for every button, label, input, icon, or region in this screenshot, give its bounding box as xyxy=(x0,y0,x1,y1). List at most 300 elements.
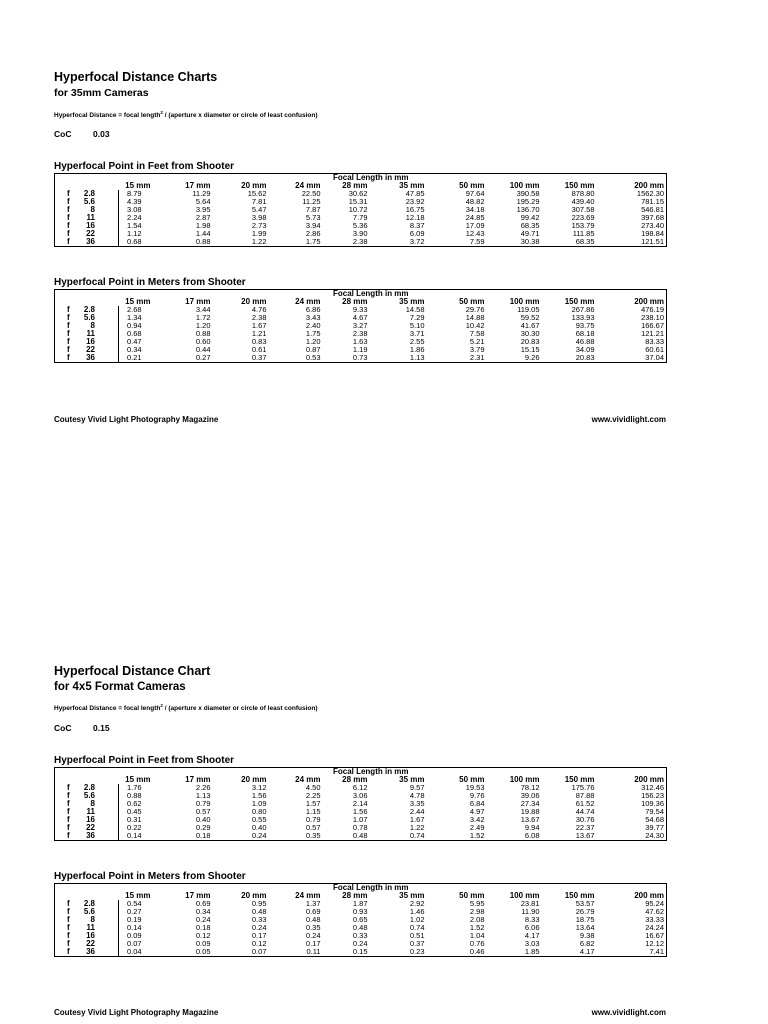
column-header: 100 mm xyxy=(509,892,540,900)
column-header: 28 mm xyxy=(342,776,368,784)
caption-filler xyxy=(427,768,667,777)
distance-cell: 5.64 xyxy=(195,198,211,206)
distance-cell: 5.21 xyxy=(469,338,485,346)
distance-cell: 878.80 xyxy=(571,190,595,198)
distance-cell: 11.90 xyxy=(521,908,540,916)
aperture-value: 11 xyxy=(86,214,95,222)
coc-line xyxy=(54,129,110,140)
distance-cell: 0.24 xyxy=(251,924,267,932)
distance-cell: 2.73 xyxy=(251,222,267,230)
distance-cell: 439.40 xyxy=(571,198,595,206)
distance-cell: 0.79 xyxy=(195,800,211,808)
table-row xyxy=(55,214,667,222)
distance-cell: 1.56 xyxy=(352,808,368,816)
aperture-cell xyxy=(55,940,119,948)
footer-website: www.vividlight.com xyxy=(591,415,666,424)
distance-cell: 3.27 xyxy=(352,322,368,330)
aperture-value: 2.8 xyxy=(83,784,95,792)
distance-cell: 4.67 xyxy=(352,314,368,322)
distance-cell: 13.67 xyxy=(520,816,540,824)
distance-cell: 8.79 xyxy=(127,190,142,198)
column-header: 15 mm xyxy=(125,182,151,190)
distance-cell: 7.81 xyxy=(251,198,267,206)
formula-part-b: / (aperture x diameter or circle of least confusion) xyxy=(162,112,318,119)
aperture-value: 16 xyxy=(86,222,95,230)
distance-cell: 3.94 xyxy=(305,222,321,230)
distance-cell: 0.15 xyxy=(352,948,368,956)
distance-cell: 7.41 xyxy=(649,948,665,956)
column-header: 150 mm xyxy=(564,776,595,784)
formula-text xyxy=(54,111,318,120)
distance-cell: 44.74 xyxy=(575,808,595,816)
aperture-value: 2.8 xyxy=(83,190,95,198)
distance-cell: 0.35 xyxy=(305,832,321,840)
distance-cell: 0.17 xyxy=(305,940,321,948)
column-header: 35 mm xyxy=(399,892,425,900)
distance-cell: 0.48 xyxy=(305,916,321,924)
distance-cell: 48.82 xyxy=(465,198,485,206)
distance-cell: 223.69 xyxy=(571,214,595,222)
aperture-cell xyxy=(55,198,119,206)
distance-cell: 19.88 xyxy=(520,808,540,816)
corner-cell xyxy=(55,884,323,893)
f-stop-prefix: f xyxy=(67,346,70,354)
distance-cell: 14.58 xyxy=(405,306,425,314)
aperture-value: 36 xyxy=(86,238,95,246)
distance-cell: 6.84 xyxy=(469,800,485,808)
distance-cell: 39.06 xyxy=(520,792,540,800)
aperture-value: 8 xyxy=(90,206,95,214)
f-stop-prefix: f xyxy=(67,198,70,206)
distance-cell: 0.24 xyxy=(195,916,211,924)
aperture-cell xyxy=(55,808,119,816)
column-header: 24 mm xyxy=(295,892,321,900)
distance-cell: 0.74 xyxy=(409,832,425,840)
distance-cell: 397.68 xyxy=(641,214,665,222)
table-row xyxy=(55,238,667,247)
aperture-cell xyxy=(55,792,119,800)
focal-length-caption-row xyxy=(55,768,667,777)
distance-cell: 33.33 xyxy=(645,916,665,924)
distance-cell: 166.67 xyxy=(641,322,665,330)
distance-cell: 68.35 xyxy=(520,222,540,230)
distance-cell: 0.79 xyxy=(305,816,321,824)
distance-cell: 3.79 xyxy=(469,346,485,354)
distance-cell: 13.67 xyxy=(575,832,595,840)
corner-cell xyxy=(55,290,323,299)
distance-cell: 238.10 xyxy=(641,314,665,322)
distance-cell: 3.12 xyxy=(251,784,267,792)
distance-cell: 0.35 xyxy=(305,924,321,932)
aperture-cell xyxy=(55,206,119,214)
distance-cell: 23.92 xyxy=(405,198,425,206)
column-header: 28 mm xyxy=(342,298,368,306)
distance-cell: 0.29 xyxy=(195,824,211,832)
distance-cell: 7.87 xyxy=(305,206,321,214)
f-stop-prefix: f xyxy=(67,900,70,908)
distance-cell: 2.38 xyxy=(352,238,368,246)
distance-cell: 4.17 xyxy=(524,932,540,940)
caption-filler xyxy=(427,290,667,299)
distance-cell: 99.42 xyxy=(520,214,540,222)
distance-cell: 1.04 xyxy=(469,932,485,940)
distance-cell: 0.95 xyxy=(251,900,267,908)
column-header: 28 mm xyxy=(342,182,368,190)
column-header: 200 mm xyxy=(634,776,665,784)
distance-cell: 0.65 xyxy=(352,916,368,924)
aperture-cell xyxy=(55,816,119,824)
distance-cell: 1562.30 xyxy=(636,190,665,198)
feet-table xyxy=(54,173,667,247)
column-header: 17 mm xyxy=(185,182,211,190)
distance-cell: 83.33 xyxy=(645,338,665,346)
distance-cell: 23.81 xyxy=(520,900,540,908)
distance-cell: 0.57 xyxy=(195,808,211,816)
distance-cell: 0.40 xyxy=(251,824,267,832)
column-header-row xyxy=(55,776,667,784)
distance-cell: 2.26 xyxy=(195,784,211,792)
distance-cell: 41.67 xyxy=(520,322,540,330)
aperture-value: 5.6 xyxy=(83,908,95,916)
distance-cell: 13.64 xyxy=(575,924,595,932)
aperture-cell xyxy=(55,832,119,841)
aperture-cell xyxy=(55,800,119,808)
aperture-cell xyxy=(55,932,119,940)
distance-cell: 0.07 xyxy=(127,940,142,948)
distance-cell: 3.43 xyxy=(305,314,321,322)
aperture-cell xyxy=(55,784,119,792)
distance-cell: 5.36 xyxy=(352,222,368,230)
aperture-cell xyxy=(55,314,119,322)
table-row xyxy=(55,916,667,924)
distance-cell: 0.80 xyxy=(251,808,267,816)
distance-cell: 0.62 xyxy=(127,800,142,808)
column-header: 24 mm xyxy=(295,776,321,784)
f-stop-prefix: f xyxy=(67,940,70,948)
distance-cell: 476.19 xyxy=(641,306,665,314)
distance-cell: 0.17 xyxy=(251,932,267,940)
distance-cell: 9.76 xyxy=(469,792,485,800)
aperture-cell xyxy=(55,230,119,238)
column-header: 20 mm xyxy=(241,298,267,306)
f-stop-prefix: f xyxy=(67,824,70,832)
page-title: Hyperfocal Distance Chart xyxy=(54,664,211,678)
distance-cell: 24.24 xyxy=(645,924,665,932)
distance-cell: 0.69 xyxy=(305,908,321,916)
distance-cell: 9.38 xyxy=(579,932,595,940)
footer-credit: Coutesy Vivid Light Photography Magazine xyxy=(54,415,219,424)
table-row xyxy=(55,222,667,230)
distance-cell: 0.04 xyxy=(127,948,142,956)
distance-cell: 781.15 xyxy=(641,198,665,206)
focal-length-caption: Focal Length in mm xyxy=(332,173,409,182)
corner-cell xyxy=(55,174,323,183)
aperture-value: 8 xyxy=(90,800,95,808)
distance-cell: 47.85 xyxy=(405,190,425,198)
distance-cell: 1.67 xyxy=(409,816,425,824)
distance-cell: 3.35 xyxy=(409,800,425,808)
distance-cell: 0.37 xyxy=(409,940,425,948)
aperture-cell xyxy=(55,190,119,198)
distance-cell: 93.75 xyxy=(575,322,595,330)
distance-cell: 2.25 xyxy=(305,792,321,800)
distance-cell: 5.73 xyxy=(305,214,321,222)
footer-credit: Coutesy Vivid Light Photography Magazine xyxy=(54,1008,219,1017)
distance-cell: 24.30 xyxy=(645,832,665,840)
distance-cell: 156.23 xyxy=(641,792,665,800)
distance-cell: 8.33 xyxy=(524,916,540,924)
distance-cell: 1.63 xyxy=(352,338,368,346)
distance-cell: 2.87 xyxy=(195,214,211,222)
distance-cell: 6.09 xyxy=(409,230,425,238)
distance-cell: 37.04 xyxy=(645,354,665,362)
f-stop-prefix: f xyxy=(67,924,70,932)
distance-cell: 109.36 xyxy=(641,800,665,808)
distance-cell: 0.07 xyxy=(251,948,267,956)
coc-line xyxy=(54,723,110,734)
distance-cell: 0.24 xyxy=(305,932,321,940)
distance-cell: 0.27 xyxy=(127,908,142,916)
column-header: 35 mm xyxy=(399,776,425,784)
distance-cell: 3.42 xyxy=(469,816,485,824)
distance-cell: 5.47 xyxy=(251,206,267,214)
table-row xyxy=(55,230,667,238)
distance-cell: 307.58 xyxy=(571,206,595,214)
table-row xyxy=(55,924,667,932)
aperture-value: 2.8 xyxy=(83,900,95,908)
aperture-value: 36 xyxy=(86,354,95,362)
distance-cell: 0.61 xyxy=(251,346,267,354)
distance-cell: 3.98 xyxy=(251,214,267,222)
aperture-cell xyxy=(55,916,119,924)
distance-cell: 0.34 xyxy=(195,908,211,916)
distance-cell: 87.88 xyxy=(575,792,595,800)
distance-cell: 1.22 xyxy=(251,238,267,246)
distance-cell: 4.39 xyxy=(127,198,142,206)
aperture-cell xyxy=(55,908,119,916)
f-stop-prefix: f xyxy=(67,322,70,330)
distance-cell: 9.26 xyxy=(524,354,540,362)
distance-cell: 12.12 xyxy=(645,940,665,948)
distance-cell: 0.48 xyxy=(251,908,267,916)
distance-cell: 20.83 xyxy=(520,338,540,346)
distance-cell: 46.88 xyxy=(575,338,595,346)
distance-cell: 0.34 xyxy=(127,346,142,354)
table-row xyxy=(55,792,667,800)
table-row xyxy=(55,190,667,198)
distance-cell: 4.76 xyxy=(251,306,267,314)
distance-cell: 1.52 xyxy=(469,924,485,932)
table-row xyxy=(55,832,667,841)
distance-cell: 0.44 xyxy=(195,346,211,354)
table-row xyxy=(55,346,667,354)
formula-superscript: 2 xyxy=(160,702,163,708)
focal-length-caption-row xyxy=(55,290,667,299)
f-stop-prefix: f xyxy=(67,354,70,362)
meters-table xyxy=(54,883,667,957)
distance-cell: 3.72 xyxy=(409,238,425,246)
distance-cell: 29.76 xyxy=(465,306,485,314)
distance-cell: 1.52 xyxy=(469,832,485,840)
distance-cell: 10.42 xyxy=(465,322,485,330)
aperture-value: 16 xyxy=(86,816,95,824)
distance-cell: 15.15 xyxy=(520,346,540,354)
f-stop-prefix: f xyxy=(67,238,70,246)
f-stop-prefix: f xyxy=(67,932,70,940)
distance-cell: 198.84 xyxy=(641,230,665,238)
f-stop-prefix: f xyxy=(67,916,70,924)
table-row xyxy=(55,206,667,214)
distance-cell: 78.12 xyxy=(520,784,540,792)
meters-table-title: Hyperfocal Point in Meters from Shooter xyxy=(54,277,246,288)
distance-cell: 0.68 xyxy=(127,330,142,338)
distance-cell: 6.82 xyxy=(579,940,595,948)
distance-cell: 17.09 xyxy=(465,222,485,230)
column-header: 24 mm xyxy=(295,182,321,190)
aperture-cell xyxy=(55,824,119,832)
distance-cell: 18.75 xyxy=(575,916,595,924)
distance-cell: 0.48 xyxy=(352,832,368,840)
distance-cell: 1.02 xyxy=(409,916,425,924)
table-row xyxy=(55,808,667,816)
distance-cell: 0.19 xyxy=(127,916,142,924)
distance-cell: 2.08 xyxy=(469,916,485,924)
column-header: 200 mm xyxy=(634,892,665,900)
distance-cell: 0.54 xyxy=(127,900,142,908)
distance-cell: 61.52 xyxy=(575,800,595,808)
distance-cell: 6.86 xyxy=(305,306,321,314)
distance-cell: 15.62 xyxy=(247,190,267,198)
distance-cell: 0.31 xyxy=(127,816,142,824)
distance-cell: 0.24 xyxy=(352,940,368,948)
distance-cell: 0.14 xyxy=(127,832,142,840)
header-corner xyxy=(55,182,119,190)
formula-part-b: / (aperture x diameter or circle of least confusion) xyxy=(162,705,318,712)
distance-cell: 0.21 xyxy=(127,354,142,362)
distance-cell: 0.40 xyxy=(195,816,211,824)
distance-cell: 0.93 xyxy=(352,908,368,916)
distance-cell: 2.55 xyxy=(409,338,425,346)
distance-cell: 7.79 xyxy=(352,214,368,222)
coc-label: CoC xyxy=(54,129,72,139)
distance-cell: 0.94 xyxy=(127,322,142,330)
distance-cell: 7.58 xyxy=(469,330,485,338)
distance-cell: 1.13 xyxy=(409,354,425,362)
header-corner xyxy=(55,298,119,306)
distance-cell: 0.14 xyxy=(127,924,142,932)
aperture-value: 5.6 xyxy=(83,792,95,800)
distance-cell: 2.98 xyxy=(469,908,485,916)
column-header-row xyxy=(55,182,667,190)
aperture-value: 8 xyxy=(90,916,95,924)
f-stop-prefix: f xyxy=(67,230,70,238)
distance-cell: 0.74 xyxy=(409,924,425,932)
distance-cell: 0.60 xyxy=(195,338,211,346)
column-header-row xyxy=(55,892,667,900)
distance-cell: 3.90 xyxy=(352,230,368,238)
distance-cell: 16.67 xyxy=(645,932,665,940)
aperture-cell xyxy=(55,354,119,363)
chart-section-4x5 xyxy=(54,664,666,1004)
column-header: 200 mm xyxy=(634,298,665,306)
meters-table-title: Hyperfocal Point in Meters from Shooter xyxy=(54,871,246,882)
distance-cell: 119.05 xyxy=(517,306,540,314)
aperture-cell xyxy=(55,214,119,222)
f-stop-prefix: f xyxy=(67,908,70,916)
distance-cell: 0.68 xyxy=(127,238,142,246)
distance-cell: 26.79 xyxy=(575,908,595,916)
distance-cell: 19.53 xyxy=(465,784,485,792)
f-stop-prefix: f xyxy=(67,792,70,800)
distance-cell: 1.99 xyxy=(251,230,267,238)
table-row xyxy=(55,314,667,322)
distance-cell: 0.33 xyxy=(251,916,267,924)
table-row xyxy=(55,800,667,808)
f-stop-prefix: f xyxy=(67,808,70,816)
distance-cell: 2.68 xyxy=(127,306,142,314)
focal-length-caption-row xyxy=(55,174,667,183)
meters-table xyxy=(54,289,667,363)
aperture-cell xyxy=(55,238,119,247)
table-row xyxy=(55,948,667,957)
distance-cell: 6.12 xyxy=(352,784,368,792)
distance-cell: 7.29 xyxy=(409,314,425,322)
table-row xyxy=(55,940,667,948)
coc-value: 0.03 xyxy=(93,129,110,139)
f-stop-prefix: f xyxy=(67,222,70,230)
distance-cell: 0.23 xyxy=(409,948,425,956)
aperture-value: 22 xyxy=(86,940,95,948)
distance-cell: 0.51 xyxy=(409,932,425,940)
aperture-value: 5.6 xyxy=(83,198,95,206)
distance-cell: 2.49 xyxy=(469,824,485,832)
aperture-value: 5.6 xyxy=(83,314,95,322)
column-header: 35 mm xyxy=(399,182,425,190)
distance-cell: 0.88 xyxy=(127,792,142,800)
column-header: 100 mm xyxy=(509,298,540,306)
distance-cell: 0.73 xyxy=(352,354,368,362)
column-header: 150 mm xyxy=(564,182,595,190)
distance-cell: 10.72 xyxy=(348,206,368,214)
distance-cell: 0.78 xyxy=(352,824,368,832)
distance-cell: 30.76 xyxy=(575,816,595,824)
aperture-value: 11 xyxy=(86,924,95,932)
f-stop-prefix: f xyxy=(67,214,70,222)
focal-length-caption: Focal Length in mm xyxy=(332,767,409,776)
distance-cell: 2.38 xyxy=(251,314,267,322)
focal-length-caption: Focal Length in mm xyxy=(332,883,409,892)
distance-cell: 1.85 xyxy=(524,948,540,956)
distance-cell: 34.18 xyxy=(465,206,485,214)
formula-superscript: 2 xyxy=(160,109,163,115)
distance-cell: 4.78 xyxy=(409,792,425,800)
page-subtitle: for 4x5 Format Cameras xyxy=(54,681,186,693)
chart-section-35mm xyxy=(54,70,666,430)
aperture-value: 22 xyxy=(86,824,95,832)
distance-cell: 30.30 xyxy=(520,330,540,338)
distance-cell: 0.22 xyxy=(127,824,142,832)
corner-cell xyxy=(55,768,323,777)
distance-cell: 1.19 xyxy=(352,346,368,354)
distance-cell: 2.92 xyxy=(409,900,425,908)
distance-cell: 0.09 xyxy=(195,940,211,948)
aperture-value: 16 xyxy=(86,932,95,940)
page-title: Hyperfocal Distance Charts xyxy=(54,70,218,84)
distance-cell: 1.21 xyxy=(251,330,267,338)
distance-cell: 0.45 xyxy=(127,808,142,816)
distance-cell: 0.37 xyxy=(251,354,267,362)
distance-cell: 546.81 xyxy=(641,206,665,214)
